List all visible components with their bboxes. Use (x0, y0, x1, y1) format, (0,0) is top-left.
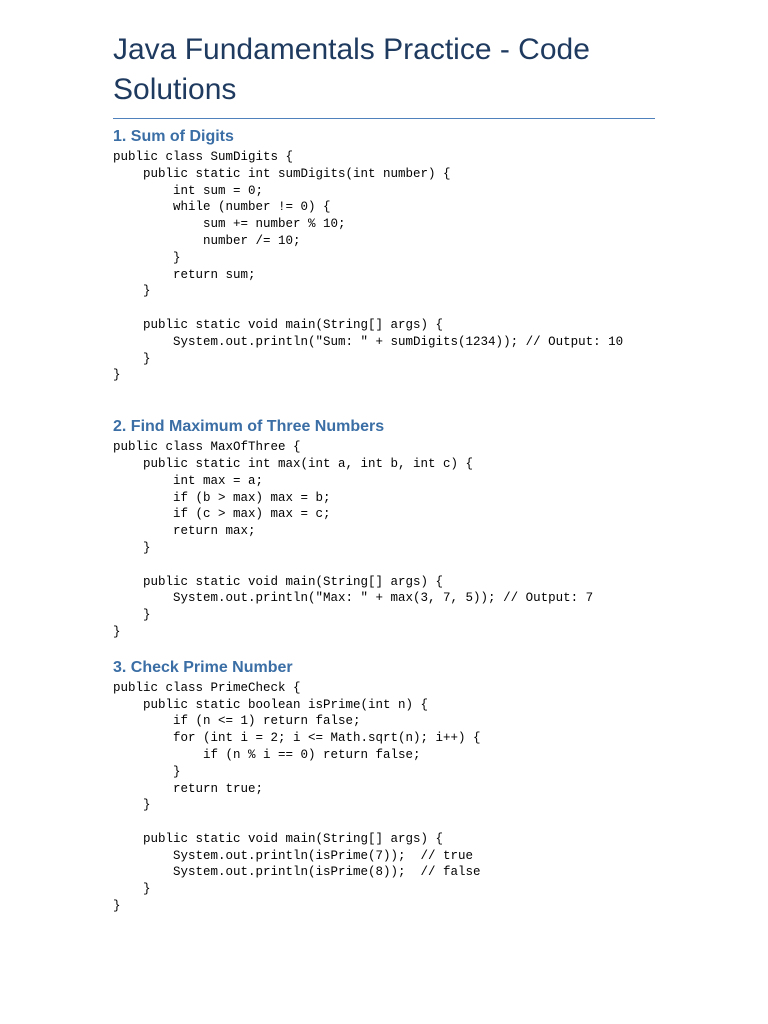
section-heading-prime-check: 3. Check Prime Number (113, 658, 293, 676)
page-title: Java Fundamentals Practice - Code Solutions (113, 30, 655, 119)
code-block-sum-of-digits: public class SumDigits { public static int sumDigits(int number) { int sum = 0; while (number != 0) { sum += number % 10; number /= 10; } return sum; } public static void main(String[] args) { System.out.println("Sum: " + sumDigits(1234)); // Output: 10 } } (113, 150, 624, 383)
section-heading-max-of-three: 2. Find Maximum of Three Numbers (113, 418, 385, 436)
code-block-max-of-three: public class MaxOfThree { public static int max(int a, int b, int c) { int max = a; if (b > max) max = b; if (c > max) max = c; return max; } public static void main(String[] args) { System.out.println("Max: " + max(3, 7, 5)); // Output: 7 } } (113, 440, 594, 639)
section-heading-sum-of-digits: 1. Sum of Digits (113, 128, 234, 145)
document-page (113, 30, 655, 915)
code-block-prime-check: public class PrimeCheck { public static boolean isPrime(int n) { if (n <= 1) return false; for (int i = 2; i <= Math.sqrt(n); i++) { if (n % i == 0) return false; } return true; } public static void main(String[] args) { System.out.println(isPrime(7)); // true System.out.println(isPrime(8)); // false } } (113, 680, 481, 914)
